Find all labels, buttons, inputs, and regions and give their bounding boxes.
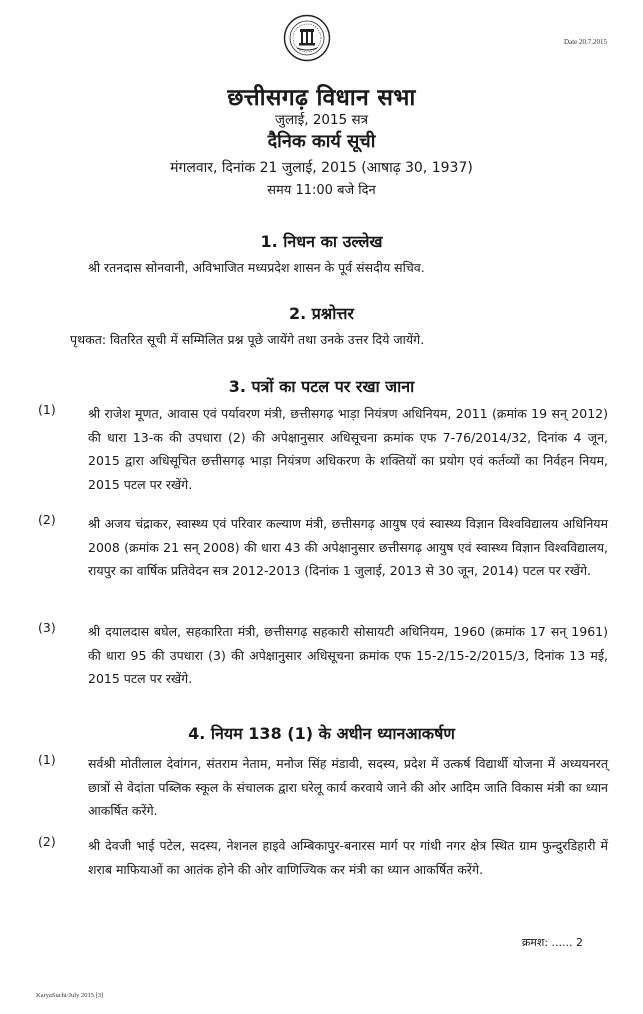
assembly-title: छत्तीसगढ़ विधान सभा — [227, 85, 416, 111]
section-heading: 2. प्रश्नोत्तर — [289, 304, 354, 323]
item-number: (1) — [38, 402, 56, 417]
footer-code: KaryaSuchi/July 2015 [3] — [36, 992, 104, 999]
item-number: (3) — [38, 620, 56, 635]
item-number: (1) — [38, 752, 56, 767]
section-heading: 4. नियम 138 (1) के अधीन ध्यानआकर्षण — [188, 724, 455, 743]
item-number: (2) — [38, 512, 56, 527]
assembly-emblem-icon — [283, 14, 331, 62]
sitting-time: समय 11:00 बजे दिन — [267, 183, 376, 198]
session-label: जुलाई, 2015 सत्र — [274, 112, 369, 128]
item-text: श्री देवजी भाई पटेल, सदस्य, नेशनल हाइवे अम्बिकापुर-बनारस मार्ग पर गांधी नगर क्षेत्र स्थित ग्राम फुन्दुरडिहारी में शराब माफियाओं का आतंक होने की ओर वाणिज्यिक कर मंत्री का ध्यान आकर्षित करेंगे. — [88, 838, 608, 877]
document-date: Date 20.7.2015 — [564, 38, 607, 46]
continued-note: क्रमश: ...... 2 — [521, 936, 583, 949]
item-text: श्री अजय चंद्राकर, स्वास्थ्य एवं परिवार कल्याण मंत्री, छत्तीसगढ़ आयुष एवं स्वास्थ्य विज्ञान विश्वविद्यालय अधिनियम 2008 (क्रमांक 21 सन् 2008) की धारा 43 की अपेक्षानुसार छत्तीसगढ़ आयुष एवं स्वास्थ्य विज्ञान विश्वविद्यालय, रायपुर का वार्षिक प्रतिवेदन सत्र 2012-2013 (दिनांक 1 जुलाई, 2013 से 30 जून, 2014) पटल पर रखेंगे. — [88, 516, 608, 579]
item-text: श्री राजेश मूणत, आवास एवं पर्यावरण मंत्री, छत्तीसगढ़ भाड़ा नियंत्रण अधिनियम, 2011 (क्रमांक 19 सन् 2012) की धारा 13-क की उपधारा (2) की अपेक्षानुसार अधिसूचना क्रमांक एफ 7-76/2014/32, दिनांक 4 जून, 2015 द्वारा अधिसूचित छत्तीसगढ़ भाड़ा नियंत्रण अधिकरण के शक्तियों का प्रयोग एवं कर्तव्यों का निर्वहन नियम, 2015 पटल पर रखेंगे. — [88, 406, 608, 492]
item-text: सर्वश्री मोतीलाल देवांगन, संतराम नेताम, मनोज सिंह मंडावी, सदस्य, प्रदेश में उत्कर्ष विद्यार्थी योजना में अध्ययनरत् छात्रों से वेदांता पब्लिक स्कूल के संचालक द्वारा घरेलू कार्य करवाये जाने की ओर आदिम जाति विकास मंत्री का ध्यान आकर्षित करेंगे. — [88, 756, 608, 819]
item-number: (2) — [38, 834, 56, 849]
item-text: श्री दयालदास बघेल, सहकारिता मंत्री, छत्तीसगढ़ सहकारी सोसायटी अधिनियम, 1960 (क्रमांक 17 सन् 1961) की धारा 95 की उपधारा (3) की अपेक्षानुसार अधिसूचना क्रमांक एफ 15-2/15-2/2015/3, दिनांक 13 मई, 2015 पटल पर रखेंगे. — [88, 624, 608, 687]
sitting-date: मंगलवार, दिनांक 21 जुलाई, 2015 (आषाढ़ 30, 1937) — [170, 160, 473, 176]
section-heading: 1. निधन का उल्लेख — [260, 232, 383, 251]
section-text: पृथकत: वितरित सूची में सम्मिलित प्रश्न पूछे जायेंगे तथा उनके उत्तर दिये जायेंगे. — [70, 332, 425, 347]
section-text: श्री रतनदास सोनवानी, अविभाजित मध्यप्रदेश शासन के पूर्व संसदीय सचिव. — [88, 260, 425, 275]
list-title: दैनिक कार्य सूची — [267, 131, 376, 152]
section-heading: 3. पत्रों का पटल पर रखा जाना — [228, 377, 415, 396]
